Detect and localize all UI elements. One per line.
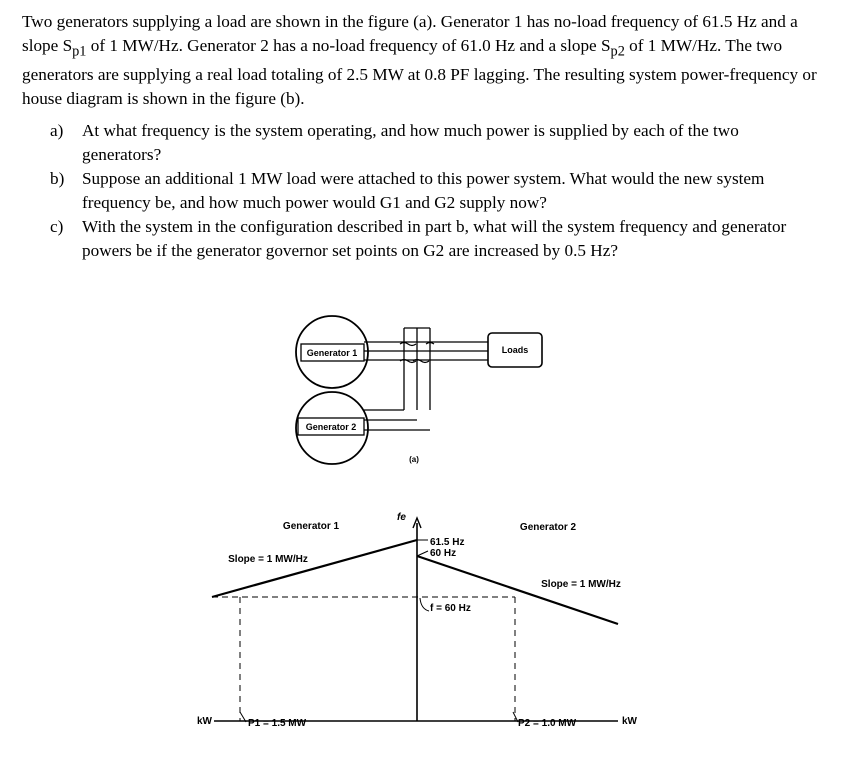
slope-subscript-p1: p1 <box>72 43 87 60</box>
nl-frequency-label: 61.5 Hz <box>430 537 465 548</box>
kw-right-label: kW <box>622 716 637 727</box>
generator-2-label: Generator 2 <box>305 422 357 432</box>
bus-wires <box>364 328 488 430</box>
figure-b-generator-1-label: Generator 1 <box>282 521 340 532</box>
question-letter: b) <box>50 169 65 189</box>
figure-b-house-diagram <box>212 518 618 722</box>
question-letter: a) <box>50 121 64 141</box>
intro-part-2: of 1 MW/Hz. Generator 2 has a no-load frequency of 61.0 Hz and a slope S <box>86 36 611 55</box>
slope-1-label: Slope = 1 MW/Hz <box>228 554 308 565</box>
slope-subscript-p2: p2 <box>610 43 625 60</box>
figure-a-caption: (a) <box>409 455 419 464</box>
question-text: At what frequency is the system operating, and how much power is supplied by each of the two generators? <box>82 121 739 165</box>
fe-axis-label: fe <box>397 512 406 523</box>
system-frequency-label: f = 60 Hz <box>430 603 471 614</box>
f-leader <box>420 598 429 611</box>
generator-1-label: Generator 1 <box>306 348 358 358</box>
generator-1-droop-line <box>212 540 417 597</box>
sixty-tick <box>417 551 428 556</box>
slope-2-label: Slope = 1 MW/Hz <box>541 579 621 590</box>
p2-label: P2 = 1.0 MW <box>518 718 577 729</box>
question-text: Suppose an additional 1 MW load were attached to this power system. What would the new system frequency be, and how much power would G1 and G2 supply now? <box>82 169 765 213</box>
sixty-hz-label: 60 Hz <box>430 548 457 559</box>
kw-left-label: kW <box>197 716 212 727</box>
intro-part-3: of 1 MW/Hz. The two generators are supplying a real load totaling of 2.5 MW at 0.8 PF lagging. The resulting system power-frequency or house diagram is shown in the figure (b). <box>22 36 817 109</box>
figure-b-generator-2-label: Generator 2 <box>519 522 577 533</box>
figure-a-circuit <box>296 316 542 464</box>
intro-part-1: Two generators supplying a load are shown in the figure (a). Generator 1 has no-load frequency of 61.5 Hz and a slope S <box>22 12 798 55</box>
question-letter: c) <box>50 217 64 237</box>
loads-label: Loads <box>501 345 529 355</box>
question-text: With the system in the configuration described in part b, what will the system frequency and generator powers be if the generator governor set points on G2 are increased by 0.5 Hz? <box>82 217 787 261</box>
p1-label: P1 = 1.5 MW <box>248 718 307 729</box>
